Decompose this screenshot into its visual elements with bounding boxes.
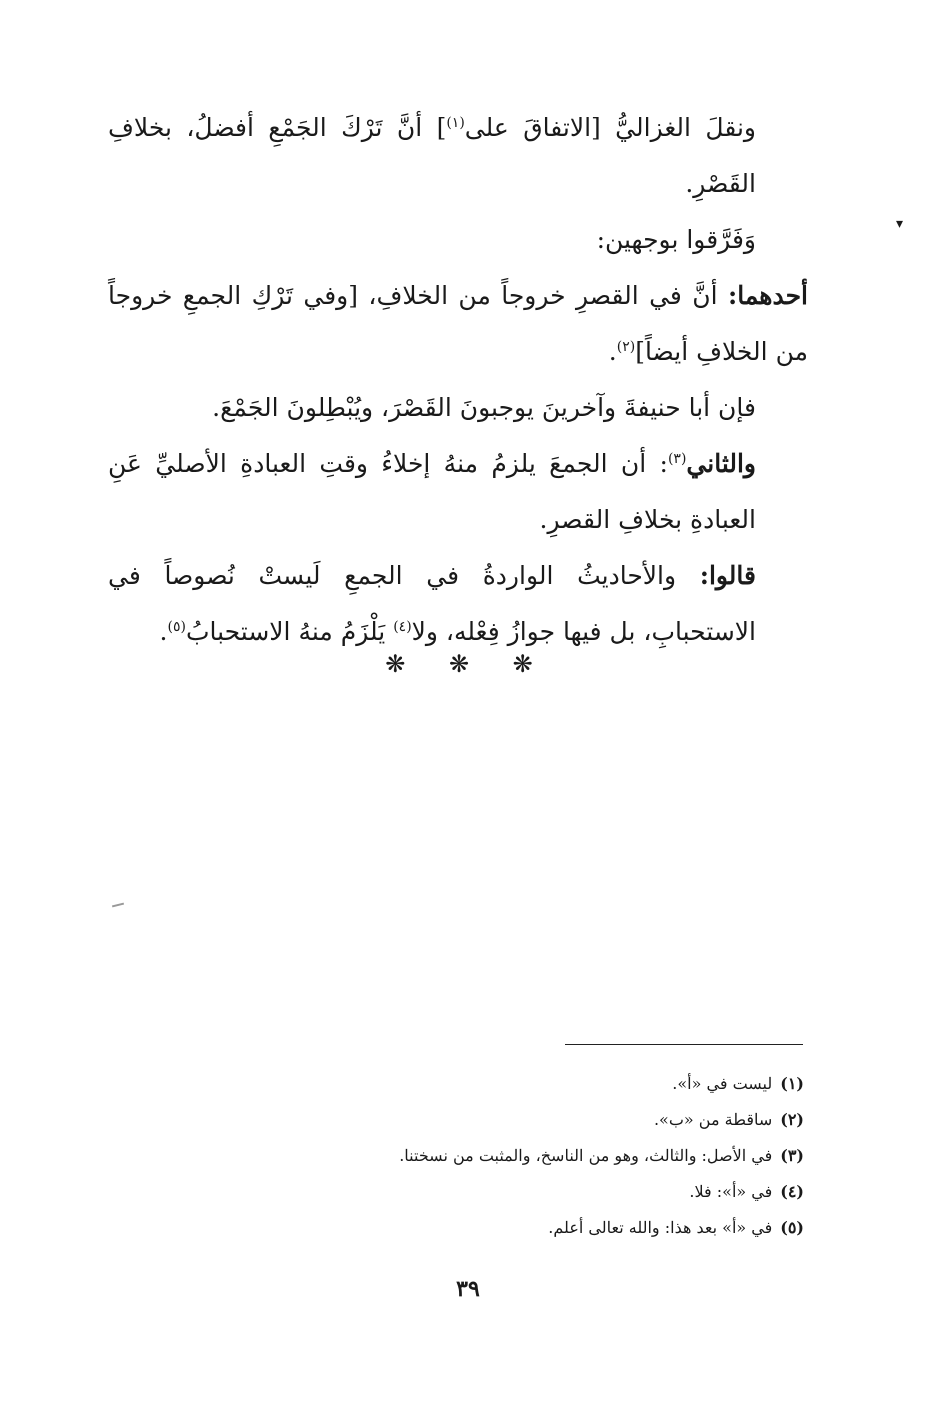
paragraph-1-text: ونقلَ الغزاليُّ [الاتفاقَ على	[464, 113, 756, 142]
paragraph-6-text: والأحاديثُ الواردةُ في الجمعِ لَيستْ نُصوصاً في الاستحبابِ، بل فيها جوازُ فِعْله، ولا	[108, 561, 756, 646]
footnote-ref-3: (٣)	[667, 451, 687, 467]
paragraph-5	[108, 436, 808, 548]
footnote-text: في «أ»: فلا.	[689, 1182, 773, 1201]
page-number: ٣٩	[456, 1276, 480, 1302]
paragraph-3	[108, 268, 808, 380]
paragraph-4	[108, 380, 808, 436]
paragraph-1-text-cont: ] أنَّ تَرْكَ الجَمْعِ أفضلُ، بخلافِ القَصْرِ.	[108, 113, 756, 198]
paragraph-2	[108, 212, 808, 268]
footnote-ref-1: (١)	[446, 115, 465, 131]
paragraph-3-text: أنَّ في القصرِ خروجاً من الخلافِ، [وفي تَرْكِ الجمعِ خروجاً من الخلافِ أيضاً]	[108, 281, 808, 366]
footnote-ref-4: (٤)	[393, 619, 412, 635]
footnote-ref-5: (٥)	[167, 619, 186, 635]
footnote-2	[240, 1102, 804, 1138]
footnotes	[240, 1066, 804, 1246]
footnote-text: في «أ» بعد هذا: والله تعالى أعلم.	[548, 1218, 773, 1237]
paragraph-1	[108, 100, 808, 212]
paragraph-5-text: : أن الجمعَ يلزمُ منهُ إخلاءُ وقتِ العبادةِ الأصليِّ عَنِ العبادةِ بخلافِ القصرِ.	[108, 449, 756, 534]
margin-mark-icon: ▾	[896, 216, 904, 232]
scan-mark	[112, 903, 124, 908]
footnote-number: (٤)	[780, 1182, 804, 1201]
footnote-separator	[565, 1044, 803, 1045]
footnote-number: (٣)	[780, 1146, 804, 1165]
footnote-4	[240, 1174, 804, 1210]
paragraph-3-lead: أحدهما:	[727, 281, 808, 310]
footnote-ref-2: (٢)	[616, 339, 636, 355]
footnote-number: (١)	[780, 1074, 804, 1093]
footnote-3	[240, 1138, 804, 1174]
footnote-text: في الأصل: والثالث، وهو من الناسخ، والمثبت من نسختنا.	[399, 1146, 773, 1165]
section-divider: ❋ ❋ ❋	[385, 650, 551, 678]
footnote-1	[240, 1066, 804, 1102]
main-text	[108, 100, 808, 660]
footnote-number: (٥)	[780, 1218, 804, 1237]
footnote-text: ساقطة من «ب».	[653, 1110, 773, 1129]
paragraph-6	[108, 548, 808, 660]
footnote-text: ليست في «أ».	[672, 1074, 773, 1093]
paragraph-3-text-cont: .	[608, 337, 617, 366]
paragraph-6-lead: قالوا:	[699, 561, 756, 590]
paragraph-6-text-end: .	[159, 617, 168, 646]
paragraph-4-text: فإن أبا حنيفةَ وآخرينَ يوجبونَ القَصْرَ، ويُبْطِلونَ الجَمْعَ.	[212, 393, 756, 422]
footnote-5	[240, 1210, 804, 1246]
paragraph-6-text-cont: يَلْزَمُ منهُ الاستحبابُ	[185, 617, 394, 646]
footnote-number: (٢)	[780, 1110, 804, 1129]
paragraph-2-text: وَفَرَّقوا بوجهين:	[596, 225, 756, 254]
paragraph-5-lead: والثاني	[686, 449, 756, 478]
